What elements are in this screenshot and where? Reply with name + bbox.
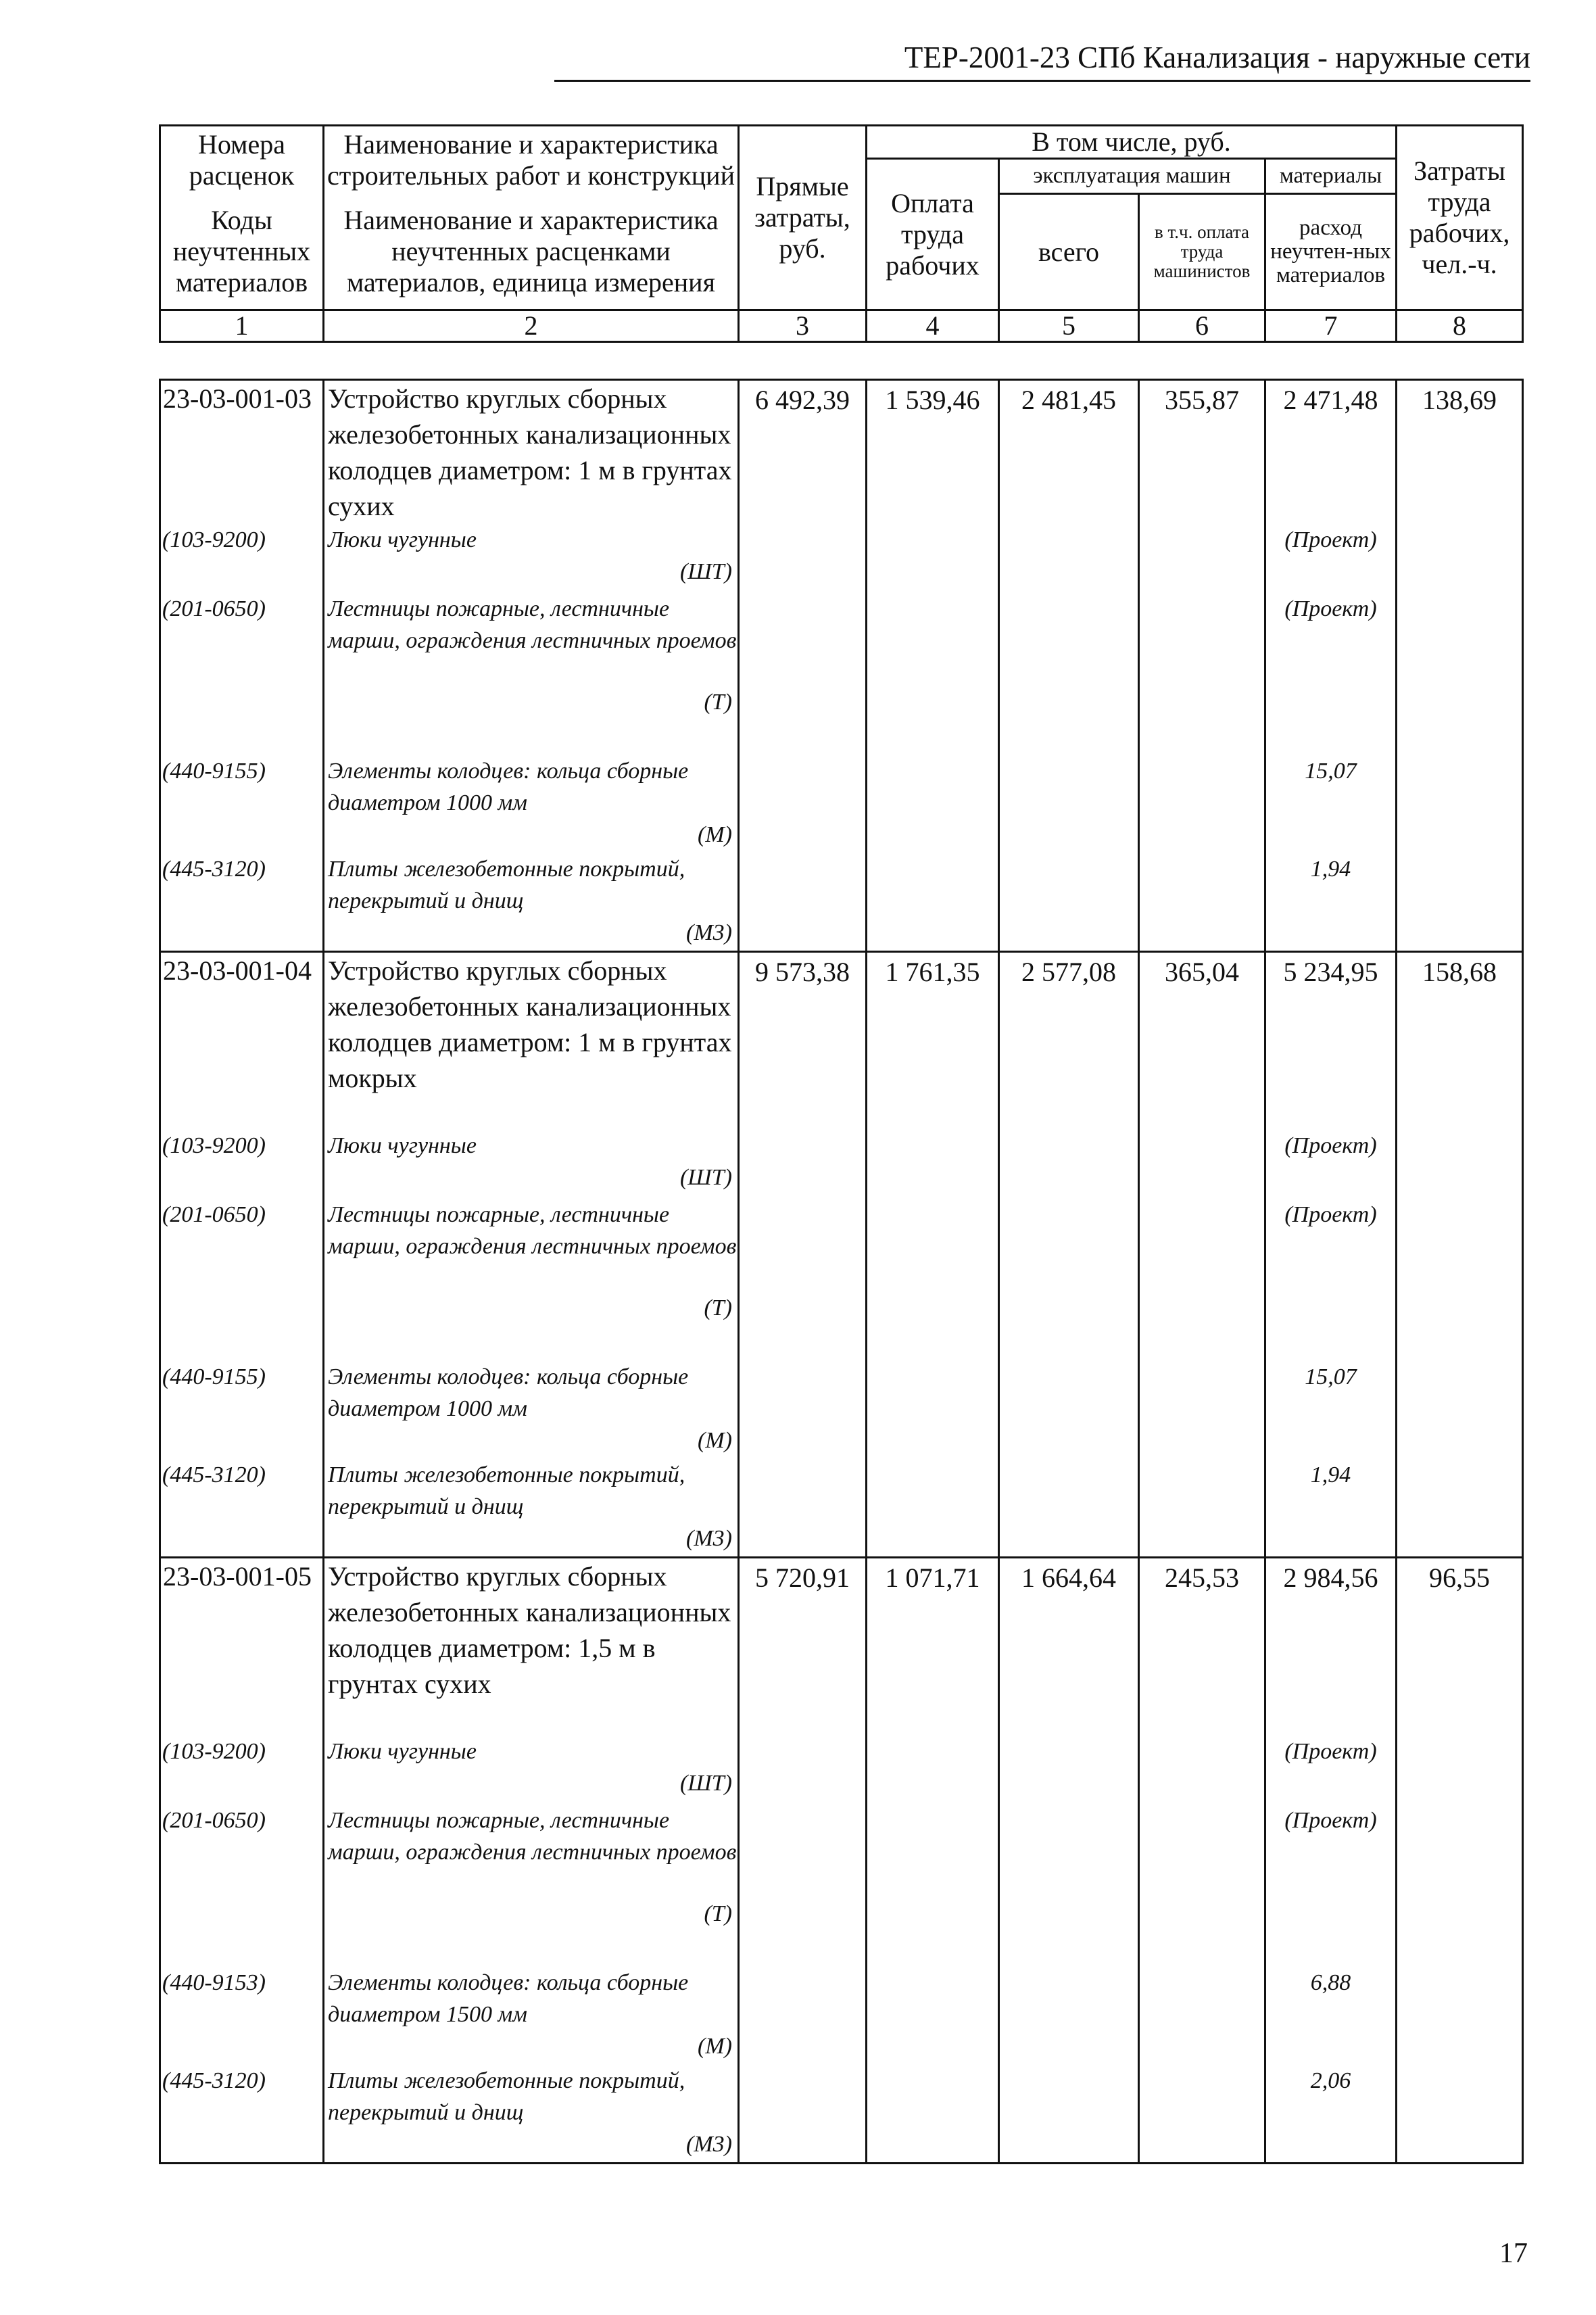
labor-wages-value: 1 761,35 [867, 951, 999, 1130]
material-name: Плиты железобетонные покрытий, перекрытий и днищ [328, 2068, 685, 2125]
material-code: (201-0650) [160, 1805, 324, 1967]
material-quantity: 15,07 [1265, 755, 1397, 853]
column-number: 1 [160, 310, 324, 342]
material-name: Люки чугунные [328, 527, 477, 552]
material-row [160, 1459, 1523, 1557]
machinist-wages-value: 355,87 [1139, 380, 1265, 525]
materials-group-header: материалы [1265, 159, 1397, 194]
material-row [160, 1361, 1523, 1459]
material-name: Плиты железобетонные покрытий, перекрытий и днищ [328, 1462, 685, 1519]
col4-header: Оплата труда рабочих [867, 159, 999, 310]
material-name: Элементы колодцев: кольца сборные диаметром 1500 мм [328, 1970, 689, 2027]
material-code: (440-9153) [160, 1967, 324, 2065]
labor-wages-value: 1 071,71 [867, 1557, 999, 1736]
material-unit: (М3) [686, 1526, 732, 1551]
machines-group-header: эксплуатация машин [999, 159, 1265, 194]
rate-name: Устройство круглых сборных железобетонных канализационных колодцев диаметром: 1,5 м в грунтах сухих [324, 1557, 739, 1736]
rate-row [160, 951, 1523, 1130]
material-name: Люки чугунные [328, 1133, 477, 1158]
col2-bottom-header: Наименование и характеристика неучтенных расценками материалов, единица измерения [324, 194, 739, 310]
material-code: (103-9200) [160, 1130, 324, 1199]
material-unit: (М) [698, 2034, 732, 2059]
machinist-wages-value: 365,04 [1139, 951, 1265, 1130]
material-code: (201-0650) [160, 593, 324, 755]
machinist-wages-value: 245,53 [1139, 1557, 1265, 1736]
rates-table-body [159, 379, 1524, 2164]
material-unit: (М) [698, 822, 732, 847]
column-number: 8 [1397, 310, 1523, 342]
materials-value: 2 984,56 [1265, 1557, 1397, 1736]
direct-costs-value: 9 573,38 [739, 951, 867, 1130]
column-number: 3 [739, 310, 867, 342]
material-row [160, 2065, 1523, 2163]
material-name: Люки чугунные [328, 1739, 477, 1764]
column-number: 5 [999, 310, 1139, 342]
material-unit: (ШТ) [679, 1165, 732, 1190]
labor-hours-value: 158,68 [1397, 951, 1523, 1130]
labor-wages-value: 1 539,46 [867, 380, 999, 525]
col3-header: Прямые затраты, руб. [739, 126, 867, 310]
material-unit: (М) [698, 1428, 732, 1453]
column-number: 2 [324, 310, 739, 342]
group-header: В том числе, руб. [867, 126, 1397, 159]
material-code: (445-3120) [160, 2065, 324, 2163]
machines-total-value: 1 664,64 [999, 1557, 1139, 1736]
materials-value: 2 471,48 [1265, 380, 1397, 525]
col1-top-header: Номера расценок [160, 126, 324, 194]
rate-name: Устройство круглых сборных железобетонных канализационных колодцев диаметром: 1 м в грунтах сухих [324, 380, 739, 525]
material-name: Лестницы пожарные, лестничные марши, ограждения лестничных проемов [328, 1202, 737, 1259]
rate-row [160, 1557, 1523, 1736]
column-number: 6 [1139, 310, 1265, 342]
material-code: (440-9155) [160, 755, 324, 853]
material-quantity: (Проект) [1265, 1736, 1397, 1805]
material-row [160, 853, 1523, 951]
rate-name: Устройство круглых сборных железобетонных канализационных колодцев диаметром: 1 м в грунтах мокрых [324, 951, 739, 1130]
labor-hours-value: 96,55 [1397, 1557, 1523, 1736]
material-name: Элементы колодцев: кольца сборные диаметром 1000 мм [328, 759, 689, 815]
material-quantity: (Проект) [1265, 524, 1397, 593]
material-row [160, 755, 1523, 853]
material-quantity: 1,94 [1265, 853, 1397, 951]
materials-value: 5 234,95 [1265, 951, 1397, 1130]
material-code: (445-3120) [160, 853, 324, 951]
column-number: 4 [867, 310, 999, 342]
material-row [160, 1199, 1523, 1361]
col8-header: Затраты труда рабочих, чел.-ч. [1397, 126, 1523, 310]
machines-total-value: 2 481,45 [999, 380, 1139, 525]
column-number: 7 [1265, 310, 1397, 342]
direct-costs-value: 6 492,39 [739, 380, 867, 525]
material-unit: (Т) [704, 690, 732, 715]
material-unit: (ШТ) [679, 1771, 732, 1796]
material-row [160, 524, 1523, 593]
material-quantity: 1,94 [1265, 1459, 1397, 1557]
page-number: 17 [1499, 2238, 1528, 2269]
material-quantity: (Проект) [1265, 593, 1397, 755]
material-unit: (М3) [686, 2132, 732, 2157]
material-row [160, 1736, 1523, 1805]
material-quantity: (Проект) [1265, 1805, 1397, 1967]
col1-bottom-header: Коды неучтенных материалов [160, 194, 324, 310]
material-unit: (Т) [704, 1295, 732, 1320]
col5-header: всего [999, 194, 1139, 310]
material-code: (201-0650) [160, 1199, 324, 1361]
header-rule [554, 80, 1530, 82]
rates-table-header [159, 124, 1524, 343]
rate-row [160, 380, 1523, 525]
rate-code: 23-03-001-04 [160, 951, 324, 1130]
col7-header: расход неучтен-ных материалов [1265, 194, 1397, 310]
direct-costs-value: 5 720,91 [739, 1557, 867, 1736]
material-quantity: 15,07 [1265, 1361, 1397, 1459]
material-unit: (ШТ) [679, 559, 732, 584]
material-name: Лестницы пожарные, лестничные марши, ограждения лестничных проемов [328, 596, 737, 653]
material-quantity: 2,06 [1265, 2065, 1397, 2163]
page-header-title: ТЕР-2001-23 СПб Канализация - наружные сети [904, 41, 1530, 74]
labor-hours-value: 138,69 [1397, 380, 1523, 525]
col6-header: в т.ч. оплата труда машинистов [1139, 194, 1265, 310]
material-row [160, 1805, 1523, 1967]
rate-code: 23-03-001-05 [160, 1557, 324, 1736]
material-name: Лестницы пожарные, лестничные марши, ограждения лестничных проемов [328, 1808, 737, 1865]
material-quantity: (Проект) [1265, 1199, 1397, 1361]
rate-code: 23-03-001-03 [160, 380, 324, 525]
material-name: Элементы колодцев: кольца сборные диаметром 1000 мм [328, 1364, 689, 1421]
col2-top-header: Наименование и характеристика строительных работ и конструкций [324, 126, 739, 194]
material-quantity: 6,88 [1265, 1967, 1397, 2065]
material-quantity: (Проект) [1265, 1130, 1397, 1199]
material-name: Плиты железобетонные покрытий, перекрытий и днищ [328, 857, 685, 913]
material-row [160, 593, 1523, 755]
material-row [160, 1967, 1523, 2065]
material-unit: (М3) [686, 920, 732, 945]
material-code: (440-9155) [160, 1361, 324, 1459]
material-row [160, 1130, 1523, 1199]
material-unit: (Т) [704, 1901, 732, 1926]
material-code: (103-9200) [160, 1736, 324, 1805]
material-code: (103-9200) [160, 524, 324, 593]
material-code: (445-3120) [160, 1459, 324, 1557]
machines-total-value: 2 577,08 [999, 951, 1139, 1130]
